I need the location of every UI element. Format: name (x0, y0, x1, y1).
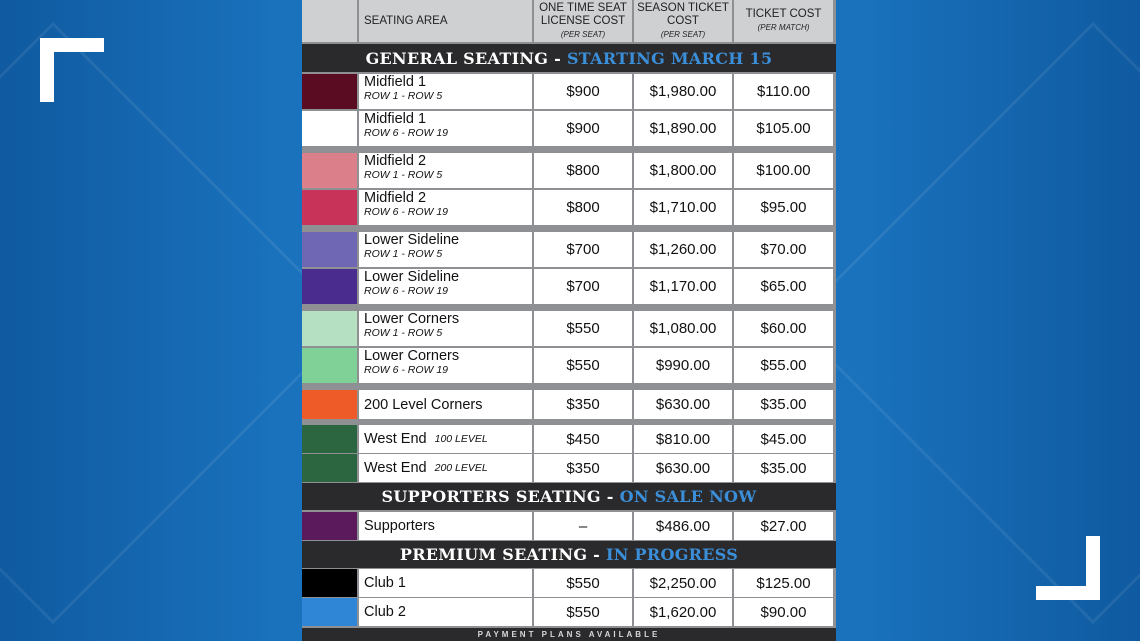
ticket-cost-cell (734, 512, 833, 540)
season-ticket-cost: $810.00 (655, 430, 711, 448)
season-ticket-cost: $630.00 (655, 396, 711, 413)
seating-area (359, 454, 532, 482)
ticket-cost: $60.00 (760, 320, 807, 337)
section-sep: - (548, 48, 567, 68)
license-cost: $550 (566, 603, 600, 621)
header-season-sub: (PER SEAT) (660, 29, 706, 39)
table-row (302, 390, 836, 419)
seating-area (359, 111, 532, 146)
season-ticket-cost-cell (634, 190, 732, 225)
seating-area-name: Midfield 1 (364, 74, 427, 90)
background-pattern (792, 22, 1140, 624)
ticket-cost: $55.00 (760, 357, 807, 374)
seating-area-name: Midfield 1 (364, 111, 427, 127)
seating-area (359, 153, 532, 188)
header-license-label: ONE TIME SEAT LICENSE COST (539, 1, 627, 27)
color-swatch (302, 569, 357, 597)
season-ticket-cost-cell (634, 425, 732, 453)
license-cost: $900 (566, 120, 600, 137)
license-cost-cell (534, 348, 632, 383)
color-swatch (302, 232, 357, 267)
section-status: ON SALE NOW (619, 487, 757, 506)
seating-area (359, 190, 532, 225)
header-season (634, 0, 732, 42)
ticket-cost: $27.00 (760, 517, 807, 535)
ticket-cost-cell (734, 311, 833, 346)
color-swatch (302, 111, 357, 146)
license-cost: $900 (566, 83, 600, 100)
color-swatch (302, 269, 357, 304)
license-cost-cell (534, 512, 632, 540)
license-cost-cell (534, 190, 632, 225)
seating-area-rows: 100 LEVEL (434, 433, 488, 445)
ticket-cost-cell (734, 232, 833, 267)
footer-note: PAYMENT PLANS AVAILABLE (302, 628, 836, 641)
ticket-cost-cell (734, 425, 833, 453)
license-cost-cell (534, 111, 632, 146)
section-supporters (302, 483, 836, 510)
section-sep: - (600, 487, 620, 506)
license-cost: $450 (566, 430, 600, 448)
season-ticket-cost: $1,890.00 (649, 120, 717, 137)
seating-area-rows: ROW 6 - ROW 19 (364, 285, 449, 297)
ticket-cost: $100.00 (756, 162, 811, 179)
season-ticket-cost: $1,800.00 (649, 162, 717, 179)
seating-area-name: West End (364, 460, 427, 476)
license-cost-cell (534, 390, 632, 419)
color-swatch (302, 425, 357, 453)
license-cost-cell (534, 74, 632, 109)
color-swatch (302, 74, 357, 109)
season-ticket-cost-cell (634, 512, 732, 540)
season-ticket-cost: $1,620.00 (649, 603, 717, 621)
table-row (302, 598, 836, 626)
ticket-cost-cell (734, 74, 833, 109)
header-area (359, 0, 532, 42)
license-cost-cell (534, 269, 632, 304)
ticket-cost: $65.00 (760, 278, 807, 295)
season-ticket-cost: $1,170.00 (649, 278, 717, 295)
license-cost: $700 (566, 278, 600, 295)
color-swatch (302, 311, 357, 346)
seating-area (359, 569, 532, 597)
seating-area-name: Club 1 (364, 575, 406, 591)
color-swatch (302, 512, 357, 540)
table-row (302, 190, 836, 225)
license-cost-cell (534, 153, 632, 188)
seating-area (359, 348, 532, 383)
table-row (302, 348, 836, 383)
season-ticket-cost: $1,260.00 (649, 241, 717, 258)
color-swatch (302, 598, 357, 626)
ticket-cost-cell (734, 153, 833, 188)
seating-area-rows: ROW 6 - ROW 19 (364, 206, 449, 218)
season-ticket-cost-cell (634, 390, 732, 419)
seating-area-name: Midfield 2 (364, 190, 427, 206)
seating-area (359, 598, 532, 626)
seating-area-name: West End (364, 431, 427, 447)
license-cost: $350 (566, 459, 600, 477)
ticket-cost: $35.00 (760, 396, 807, 413)
header-ticket-label: TICKET COST (745, 8, 822, 20)
season-ticket-cost-cell (634, 232, 732, 267)
license-cost-cell (534, 454, 632, 482)
table-row (302, 269, 836, 304)
seating-area (359, 390, 532, 419)
header-area-label: SEATING AREA (364, 14, 448, 27)
ticket-cost: $70.00 (760, 241, 807, 258)
license-cost: $550 (566, 357, 600, 374)
season-ticket-cost: $990.00 (655, 357, 711, 374)
license-cost: $800 (566, 162, 600, 179)
ticket-cost: $90.00 (760, 603, 807, 621)
seating-area (359, 74, 532, 109)
table-row (302, 512, 836, 540)
season-ticket-cost: $1,080.00 (649, 320, 717, 337)
color-swatch (302, 348, 357, 383)
ticket-cost-cell (734, 348, 833, 383)
season-ticket-cost: $486.00 (655, 517, 711, 535)
section-title: SUPPORTERS SEATING (381, 487, 601, 506)
ticket-cost-cell (734, 390, 833, 419)
section-title: GENERAL SEATING (365, 48, 549, 68)
table-row (302, 232, 836, 267)
season-ticket-cost: $1,980.00 (649, 83, 717, 100)
season-ticket-cost: $1,710.00 (649, 199, 717, 216)
seating-area (359, 311, 532, 346)
license-cost: $800 (566, 199, 600, 216)
license-cost: $550 (566, 320, 600, 337)
corner-bracket-icon (1036, 536, 1100, 600)
seating-area (359, 425, 532, 453)
corner-bracket-icon (40, 38, 104, 102)
section-sep: - (587, 545, 606, 564)
license-cost-cell (534, 311, 632, 346)
license-cost-cell (534, 425, 632, 453)
seating-area-rows: ROW 6 - ROW 19 (364, 127, 449, 139)
seating-area (359, 512, 532, 540)
ticket-cost: $125.00 (756, 574, 811, 592)
seating-area-name: Lower Sideline (364, 232, 460, 248)
ticket-cost: $95.00 (760, 199, 807, 216)
seating-area (359, 232, 532, 267)
color-swatch (302, 190, 357, 225)
ticket-cost-cell (734, 454, 833, 482)
season-ticket-cost-cell (634, 74, 732, 109)
table-row (302, 425, 836, 453)
seating-area-name: 200 Level Corners (364, 396, 483, 413)
section-status: STARTING MARCH 15 (566, 48, 773, 68)
ticket-cost-cell (734, 269, 833, 304)
table-row (302, 74, 836, 109)
ticket-cost-cell (734, 190, 833, 225)
color-swatch (302, 390, 357, 419)
license-cost-cell (534, 598, 632, 626)
season-ticket-cost-cell (634, 311, 732, 346)
seating-area-rows: ROW 1 - ROW 5 (364, 327, 443, 339)
header-license (534, 0, 632, 42)
table-row (302, 153, 836, 188)
season-ticket-cost-cell (634, 454, 732, 482)
table-row (302, 454, 836, 482)
section-status: IN PROGRESS (605, 545, 739, 564)
season-ticket-cost-cell (634, 153, 732, 188)
color-swatch (302, 153, 357, 188)
season-ticket-cost-cell (634, 269, 732, 304)
seating-area-rows: ROW 6 - ROW 19 (364, 364, 449, 376)
seating-area (359, 269, 532, 304)
pricing-table (302, 0, 836, 641)
header-license-sub: (PER SEAT) (560, 29, 606, 39)
license-cost: – (578, 517, 588, 535)
license-cost-cell (534, 232, 632, 267)
table-row (302, 311, 836, 346)
header-swatch (302, 0, 357, 42)
seating-area-rows: ROW 1 - ROW 5 (364, 248, 443, 260)
ticket-cost: $105.00 (756, 120, 811, 137)
season-ticket-cost: $2,250.00 (649, 574, 717, 592)
ticket-cost: $110.00 (756, 83, 811, 100)
season-ticket-cost-cell (634, 348, 732, 383)
seating-area-rows: 200 LEVEL (434, 462, 488, 474)
header-ticket-sub: (PER MATCH) (757, 23, 810, 32)
seating-area-name: Lower Sideline (364, 269, 460, 285)
license-cost: $350 (566, 396, 600, 413)
license-cost: $700 (566, 241, 600, 258)
seating-area-name: Club 2 (364, 604, 406, 620)
season-ticket-cost-cell (634, 598, 732, 626)
section-general (302, 44, 836, 72)
seating-area-rows: ROW 1 - ROW 5 (364, 169, 443, 181)
table-header (302, 0, 836, 42)
season-ticket-cost: $630.00 (655, 459, 711, 477)
header-season-label: SEASON TICKET COST (637, 1, 729, 27)
ticket-cost-cell (734, 598, 833, 626)
section-premium (302, 541, 836, 568)
section-title: PREMIUM SEATING (399, 545, 588, 564)
table-row (302, 111, 836, 146)
ticket-cost-cell (734, 111, 833, 146)
seating-area-rows: ROW 1 - ROW 5 (364, 90, 443, 102)
seating-area-name: Lower Corners (364, 348, 460, 364)
seating-area-name: Lower Corners (364, 311, 460, 327)
season-ticket-cost-cell (634, 569, 732, 597)
season-ticket-cost-cell (634, 111, 732, 146)
license-cost: $550 (566, 574, 600, 592)
ticket-cost: $45.00 (760, 430, 807, 448)
seating-area-name: Supporters (364, 518, 435, 534)
seating-area-name: Midfield 2 (364, 153, 427, 169)
color-swatch (302, 454, 357, 482)
header-ticket (734, 0, 833, 42)
license-cost-cell (534, 569, 632, 597)
ticket-cost: $35.00 (760, 459, 807, 477)
ticket-cost-cell (734, 569, 833, 597)
table-row (302, 569, 836, 597)
